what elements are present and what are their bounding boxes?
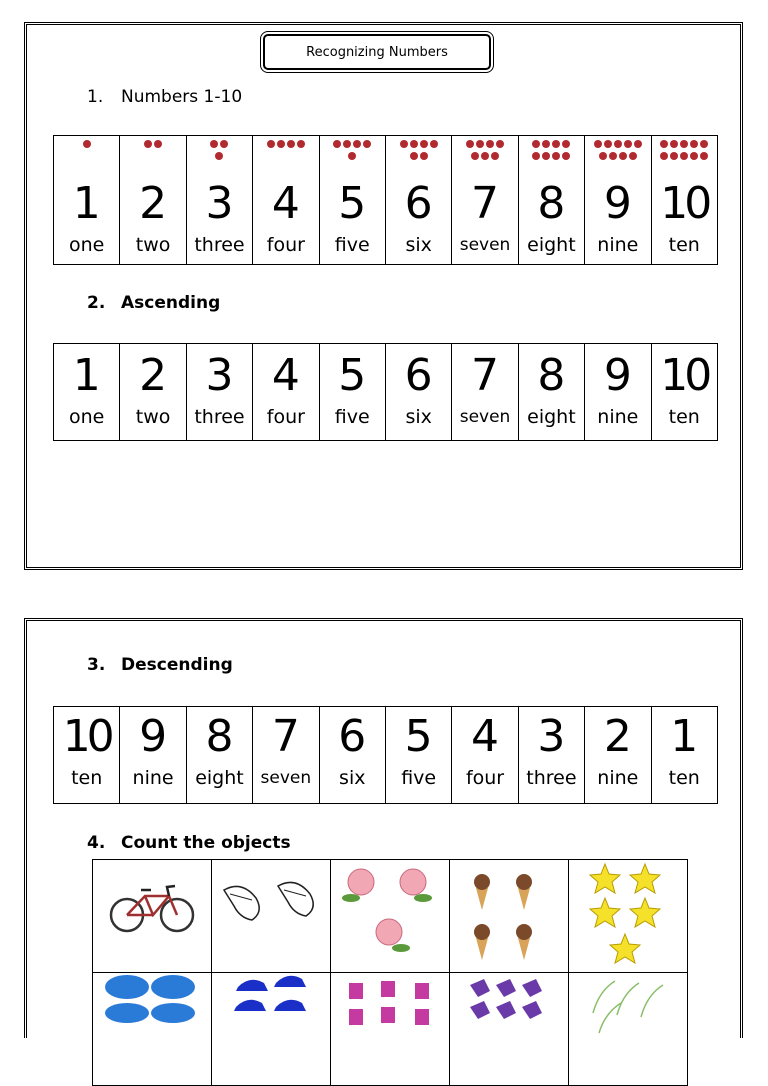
dot (614, 140, 622, 148)
worksheet-page-1 (24, 22, 743, 570)
dot (660, 152, 668, 160)
dot (353, 140, 361, 148)
object-cell (93, 860, 212, 973)
descending-table (53, 706, 718, 804)
dot-row (466, 138, 504, 150)
number-cell (120, 136, 186, 265)
section-number: 3. (87, 655, 106, 675)
section-count-heading (87, 833, 291, 853)
dot (700, 152, 708, 160)
dot (343, 140, 351, 148)
section-label: Ascending (121, 293, 221, 313)
number-digit: 10 (62, 711, 111, 762)
object-cell (569, 973, 688, 1086)
number-cell (319, 344, 385, 441)
dot (471, 152, 479, 160)
number-digit: 9 (603, 178, 632, 229)
dot (363, 140, 371, 148)
number-word: one (69, 234, 105, 256)
dot-row (83, 138, 91, 150)
number-cell (585, 707, 651, 804)
number-word: eight (195, 767, 244, 789)
number-digit: 2 (603, 711, 632, 762)
dot-row (348, 150, 356, 162)
dot-row (594, 138, 642, 150)
number-word: ten (71, 767, 103, 789)
number-word: four (266, 234, 305, 256)
dot (297, 140, 305, 148)
number-digit: 4 (471, 711, 500, 762)
dot-group (187, 136, 252, 180)
number-cell (452, 344, 518, 441)
dot (215, 152, 223, 160)
dot (476, 140, 484, 148)
leaf-icon (569, 973, 687, 1085)
number-word: two (135, 234, 171, 256)
number-word: three (194, 234, 245, 256)
object-cell (331, 973, 450, 1086)
section-number: 4. (87, 833, 106, 853)
number-word: five (334, 406, 370, 428)
section-label: Numbers 1-10 (121, 87, 243, 107)
dot (491, 152, 499, 160)
number-word: four (465, 767, 505, 789)
number-cell (385, 344, 451, 441)
count-objects-grid (92, 859, 688, 1086)
number-cell (452, 707, 518, 804)
cap-icon (212, 973, 330, 1085)
number-word: five (334, 234, 370, 256)
number-cell (651, 344, 717, 441)
dot-group (386, 136, 451, 180)
object-cell (212, 860, 331, 973)
number-word: three (526, 767, 577, 789)
number-digit: 1 (72, 350, 101, 401)
number-cell (253, 344, 319, 441)
dot-row (599, 150, 637, 162)
dot-group (585, 136, 650, 180)
star-icon (569, 860, 687, 972)
dot-row (210, 138, 228, 150)
number-digit: 6 (404, 350, 433, 401)
dot (220, 140, 228, 148)
dot (552, 152, 560, 160)
dot (670, 140, 678, 148)
object-cell (450, 973, 569, 1086)
dot (562, 152, 570, 160)
number-digit: 8 (537, 178, 566, 229)
number-cell (54, 707, 120, 804)
dot-row (144, 138, 162, 150)
dot (552, 140, 560, 148)
dot (624, 140, 632, 148)
number-cell (319, 707, 385, 804)
dot-group (519, 136, 584, 180)
number-digit: 5 (338, 350, 367, 401)
number-cell (54, 136, 120, 265)
section-number: 2. (87, 293, 106, 313)
dot (532, 140, 540, 148)
fish-icon (450, 973, 568, 1085)
number-digit: 7 (271, 711, 300, 762)
dot (333, 140, 341, 148)
number-word: ten (668, 234, 700, 256)
number-digit: 5 (338, 178, 367, 229)
dot (83, 140, 91, 148)
number-cell (186, 707, 252, 804)
object-cell (569, 860, 688, 973)
number-cell (585, 344, 651, 441)
dot (604, 140, 612, 148)
object-cell (93, 973, 212, 1086)
number-word: six (339, 767, 366, 789)
number-word: six (405, 406, 432, 428)
number-digit: 9 (139, 711, 168, 762)
number-digit: 10 (660, 350, 709, 401)
section-label: Count the objects (121, 833, 291, 853)
number-word: six (405, 234, 432, 256)
dot (267, 140, 275, 148)
number-word: nine (597, 767, 639, 789)
dot (466, 140, 474, 148)
dot (486, 140, 494, 148)
number-digit: 10 (660, 178, 709, 229)
number-cell (54, 344, 120, 441)
number-cell (120, 344, 186, 441)
dot (154, 140, 162, 148)
section-numbers-heading (87, 87, 242, 107)
dot (562, 140, 570, 148)
dot (660, 140, 668, 148)
number-digit: 9 (603, 350, 632, 401)
number-digit: 7 (471, 178, 500, 229)
dot (700, 140, 708, 148)
ice-cream-icon (450, 860, 568, 972)
number-word: eight (527, 234, 576, 256)
gift-bag-icon (331, 973, 449, 1085)
number-cell (385, 707, 451, 804)
dot (481, 152, 489, 160)
number-digit: 8 (205, 711, 234, 762)
dot-group (452, 136, 517, 180)
section-number: 1. (87, 87, 104, 107)
number-word: nine (597, 234, 639, 256)
number-word: four (266, 406, 305, 428)
dot (287, 140, 295, 148)
dot-row (267, 138, 305, 150)
dot-group (320, 136, 385, 180)
number-cell (120, 707, 186, 804)
number-word: ten (668, 767, 700, 789)
dot-group (652, 136, 717, 180)
dot-row (215, 150, 223, 162)
dot (594, 140, 602, 148)
dot (690, 140, 698, 148)
dot (277, 140, 285, 148)
number-word: seven (459, 407, 511, 427)
dot (410, 152, 418, 160)
dot-group (54, 136, 119, 180)
dot (680, 152, 688, 160)
number-cell (585, 136, 651, 265)
number-digit: 5 (404, 711, 433, 762)
dot-row (400, 138, 438, 150)
number-digit: 4 (271, 350, 300, 401)
number-word: nine (597, 406, 639, 428)
number-digit: 2 (139, 178, 168, 229)
number-digit: 1 (670, 711, 699, 762)
number-cell (518, 344, 584, 441)
number-cell (452, 136, 518, 265)
number-digit: 8 (537, 350, 566, 401)
dot-row (471, 150, 499, 162)
number-cell (518, 136, 584, 265)
dot (144, 140, 152, 148)
dot (348, 152, 356, 160)
number-cell (518, 707, 584, 804)
dot (680, 140, 688, 148)
dot (629, 152, 637, 160)
section-label: Descending (121, 655, 233, 675)
object-cell (212, 973, 331, 1086)
worksheet-page-2 (24, 618, 743, 1038)
number-digit: 4 (271, 178, 300, 229)
dot-row (410, 150, 428, 162)
number-word: seven (459, 235, 511, 255)
number-word: five (401, 767, 437, 789)
dot (542, 140, 550, 148)
number-word: ten (668, 406, 700, 428)
number-digit: 6 (404, 178, 433, 229)
number-digit: 6 (338, 711, 367, 762)
number-cell (385, 136, 451, 265)
dot-row (532, 138, 570, 150)
number-digit: 1 (72, 178, 101, 229)
dot (420, 140, 428, 148)
dot-row (532, 150, 570, 162)
number-word: seven (260, 768, 312, 788)
dot-row (333, 138, 371, 150)
number-digit: 7 (471, 350, 500, 401)
number-cell (651, 136, 717, 265)
section-ascending-heading (87, 293, 220, 313)
dot (634, 140, 642, 148)
dot (609, 152, 617, 160)
dot (430, 140, 438, 148)
number-word: one (69, 406, 105, 428)
number-digit: 3 (205, 178, 234, 229)
dot (210, 140, 218, 148)
number-cell (186, 344, 252, 441)
object-cell (331, 860, 450, 973)
dot (420, 152, 428, 160)
number-cell (253, 136, 319, 265)
dot (690, 152, 698, 160)
dot-group (253, 136, 318, 180)
dot (410, 140, 418, 148)
dot-row (660, 150, 708, 162)
worksheet-title: Recognizing Numbers (263, 34, 491, 70)
number-word: eight (527, 406, 576, 428)
bird-icon (212, 860, 330, 972)
number-word: two (135, 406, 171, 428)
car-icon (93, 973, 211, 1085)
ascending-table (53, 343, 718, 441)
number-word: three (194, 406, 245, 428)
number-cell (186, 136, 252, 265)
dot-row (660, 138, 708, 150)
dot (532, 152, 540, 160)
section-descending-heading (87, 655, 233, 675)
dot (400, 140, 408, 148)
number-digit: 2 (139, 350, 168, 401)
dot (496, 140, 504, 148)
dot (670, 152, 678, 160)
bicycle-icon (93, 860, 211, 972)
number-cell (319, 136, 385, 265)
number-digit: 3 (537, 711, 566, 762)
dot (542, 152, 550, 160)
number-digit: 3 (205, 350, 234, 401)
rose-icon (331, 860, 449, 972)
number-word: nine (132, 767, 174, 789)
dot (599, 152, 607, 160)
dot-group (120, 136, 185, 180)
numbers-1-10-table (53, 135, 718, 265)
object-cell (450, 860, 569, 973)
dot (619, 152, 627, 160)
number-cell (253, 707, 319, 804)
number-cell (651, 707, 717, 804)
